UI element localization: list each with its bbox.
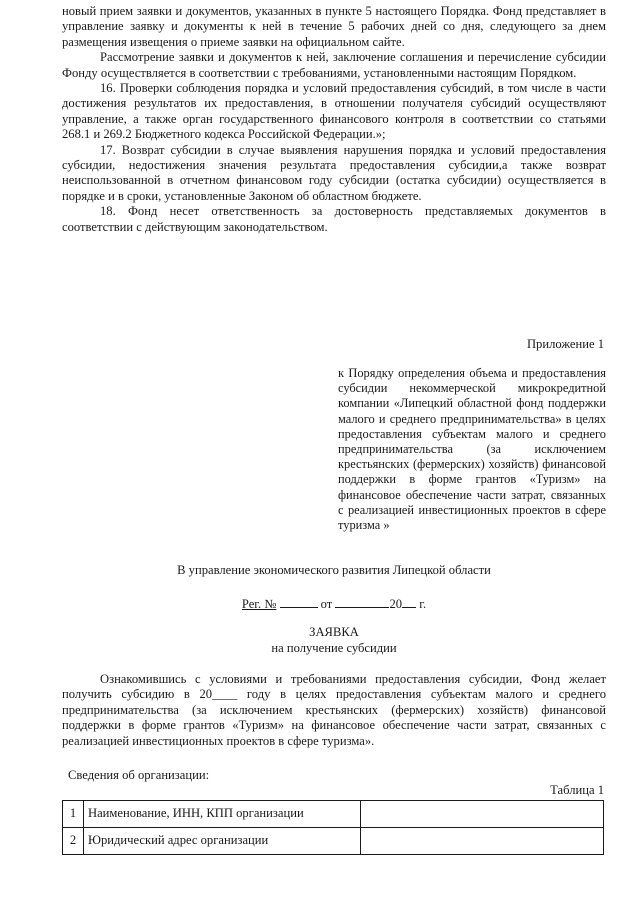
row-number: 1 xyxy=(63,801,84,828)
row-number: 2 xyxy=(63,828,84,855)
org-info-table xyxy=(62,800,604,855)
addressee-line: В управление экономического развития Липецкой области xyxy=(177,563,491,577)
reg-date-blank[interactable] xyxy=(335,595,389,608)
appendix-title: Приложение 1 xyxy=(526,337,604,351)
reg-number-blank[interactable] xyxy=(280,595,318,608)
form-body xyxy=(62,672,606,749)
org-info-label: Сведения об организации: xyxy=(68,768,210,782)
paragraph-18: 18. Фонд несет ответственность за достоверность представляемых документов в соответствии с действующим законодательством. xyxy=(62,204,606,234)
paragraph-review: Рассмотрение заявки и документов к ней, заключение соглашения и перечисление субсидии Фонду осуществляется в соответствии с требованиями, установленными настоящим Порядком. xyxy=(62,50,606,80)
form-body-paragraph: Ознакомившись с условиями и требованиями предоставления субсидии, Фонд желает получить субсидию в 20____ году в целях предоставления субъектам малого и среднего предпринимательства (за исключением крестьянских (фермерских) хозяйств) финансовой поддержки в форме грантов «Туризм» на финансовое обеспечение части затрат, связанных с реализацией инвестиционных проектов в сфере туризма». xyxy=(62,672,606,748)
form-subtitle: на получение субсидии xyxy=(271,641,397,655)
reg-year-label: 20 xyxy=(389,597,403,611)
appendix-reference: к Порядку определения объема и предоставления субсидии некоммерческой микрокредитной компании «Липецкий областной фонд поддержки малого и среднего предпринимательства» в целях предоставления субъектам малого и среднего предпринимательства (за исключением крестьянских (фермерских) хозяйств) финансовой поддержки в форме грантов «Туризм» на финансовое обеспечение части затрат, связанных с реализацией инвестиционных проектов в сфере туризма » xyxy=(338,366,606,533)
row-value-cell[interactable] xyxy=(361,828,604,855)
paragraph-17: 17. Возврат субсидии в случае выявления нарушения порядка и условий предоставления субсидии, недостижения значения результата предоставления субсидии,а также возврат неиспользованной в отчетном финансовом году субсидии (остатка субсидии) осуществляется в порядке и в сроки, установленные Законом об областном бюджете. xyxy=(62,142,606,203)
reg-from-label: от xyxy=(320,597,333,611)
paragraph-continuation: новый прием заявки и документов, указанных в пункте 5 настоящего Порядка. Фонд представляет в управление заявку и документы к ней в течение 5 рабочих дней со дня, следующего за днем размещения извещения о приеме заявки на официальном сайте. xyxy=(62,4,606,49)
form-title: ЗАЯВКА xyxy=(309,625,359,639)
table-row xyxy=(63,801,604,828)
reg-year-suffix: г. xyxy=(419,597,427,611)
registration-line xyxy=(62,595,606,612)
table-label: Таблица 1 xyxy=(550,783,604,797)
paragraph-16: 16. Проверки соблюдения порядка и условий предоставления субсидий, в том числе в части достижения результатов их предоставления, в отношении получателя субсидий осуществляют управление, а также орган государственного финансового контроля в соответствии со статьями 268.1 и 269.2 Бюджетного кодекса Российской Федерации.»; xyxy=(62,81,606,142)
document-top-section xyxy=(62,4,606,235)
reg-number-label: Рег. № xyxy=(241,597,277,611)
table-row xyxy=(63,828,604,855)
row-value-cell[interactable] xyxy=(361,801,604,828)
row-name: Наименование, ИНН, КПП организации xyxy=(84,801,361,828)
row-name: Юридический адрес организации xyxy=(84,828,361,855)
reg-year-blank[interactable] xyxy=(402,595,416,608)
